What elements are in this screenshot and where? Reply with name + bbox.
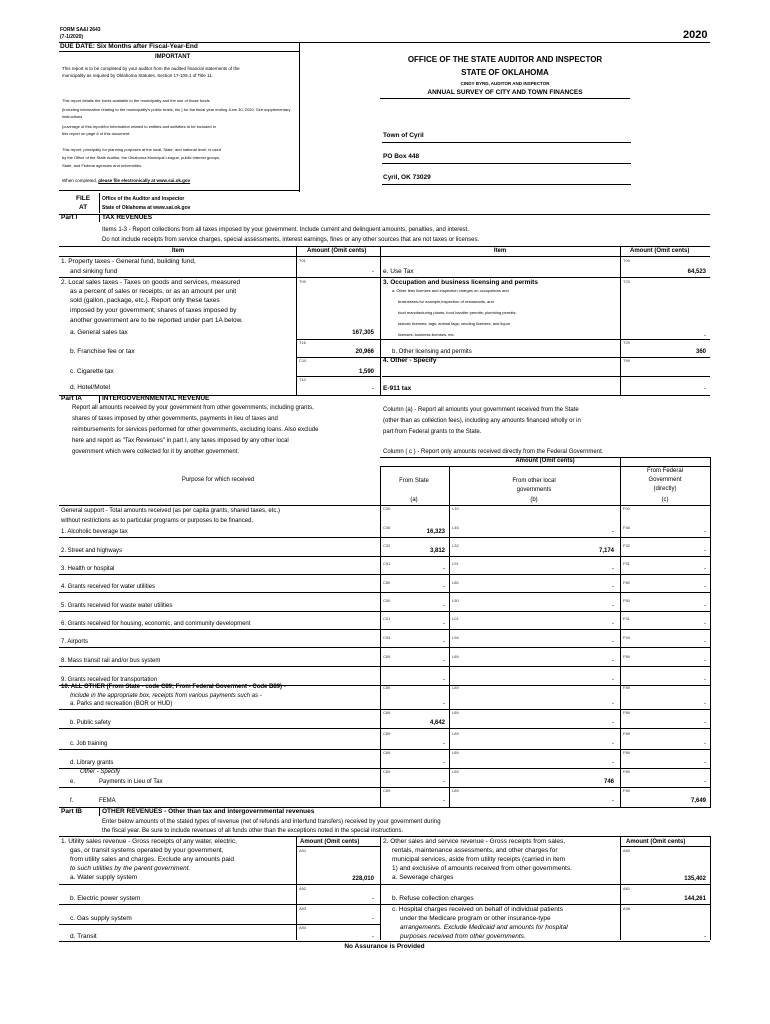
- instruction: Enter below amounts of the stated types of revenue (net of refunds and interfund transfers) received by your government during: [102, 819, 441, 825]
- amount-field[interactable]: -: [443, 603, 445, 609]
- line-code: L89: [452, 731, 459, 736]
- amount-field[interactable]: 3,812: [429, 548, 445, 554]
- line-item: b. Electric power system: [70, 895, 141, 902]
- line-item: d. Library grants: [70, 760, 114, 766]
- line-code: F89: [623, 685, 630, 690]
- auditor-name: CINDY BYRD, AUDITOR AND INSPECTOR: [460, 81, 550, 86]
- amount-field[interactable]: -: [612, 701, 614, 707]
- rule: [59, 904, 380, 905]
- survey-title: ANNUAL SURVEY OF CITY AND TOWN FINANCES: [427, 89, 583, 96]
- part-label: Part IB: [61, 808, 82, 815]
- column-header: Amount (Omit cents): [630, 248, 690, 254]
- rule: [59, 574, 710, 575]
- line-code: F89: [623, 750, 630, 755]
- amount-field[interactable]: 1,590: [358, 369, 374, 375]
- rule: [380, 466, 381, 808]
- column-header: Amount (Omit cents): [626, 839, 686, 845]
- column-header: From State: [399, 478, 429, 484]
- line-item: e. Use Tax: [383, 268, 414, 275]
- line-code: C30: [383, 506, 391, 511]
- rule: [99, 395, 100, 403]
- line-code: T29: [623, 340, 630, 345]
- line-code: T99: [623, 358, 630, 363]
- line-code: L89: [452, 788, 459, 793]
- rule: [620, 246, 621, 396]
- line-item: b. Franchise fee or tax: [70, 348, 135, 355]
- line-code: C89: [383, 788, 391, 793]
- file-label: FILE: [76, 195, 91, 202]
- line-code: T10: [299, 377, 306, 382]
- line-code: C94: [383, 635, 391, 640]
- line-item: food manufacturing plants; food handler permits; plumbing permits;: [398, 310, 517, 315]
- amount-field[interactable]: -: [704, 779, 706, 785]
- line-code: L80: [452, 580, 459, 585]
- line-item: 2. Local sales taxes - Taxes on goods and services, measured: [61, 279, 241, 286]
- at-label: AT: [79, 204, 88, 211]
- line-item: 1) and exclusive of amounts received from other governments.: [392, 865, 572, 872]
- line-item: 3. Occupation and business licensing and permits: [383, 279, 538, 286]
- important-heading: IMPORTANT: [155, 54, 191, 60]
- rule: [620, 376, 710, 377]
- column-letter: (c): [661, 497, 669, 503]
- rule: [59, 728, 710, 729]
- line-item: a. Water supply system: [70, 874, 138, 881]
- line-item: 2. Street and highways: [61, 548, 123, 554]
- line-code: L89: [452, 654, 459, 659]
- rule: [296, 246, 297, 396]
- line-item: rentals, maintenance assessments, and other charges for: [392, 847, 558, 854]
- line-code: A80: [623, 848, 631, 853]
- line-item: taxicab licenses; tags; animal tags; vending licenses, and liquor: [398, 321, 511, 326]
- line-item: to such utilities by the parent government.: [70, 865, 191, 872]
- state-title: STATE OF OKLAHOMA: [461, 68, 549, 77]
- line-item: another government are to be reported under part 1A below.: [70, 317, 243, 324]
- amount-field[interactable]: 144,261: [684, 896, 706, 902]
- amount-field[interactable]: -: [443, 741, 445, 747]
- line-item: 10. ALL OTHER (From State - code C89; From Federal Goverment - Code B89) -: [61, 684, 286, 690]
- line-code: F89: [623, 710, 630, 715]
- amount-field[interactable]: -: [704, 760, 706, 766]
- town-name: Town of Cyril: [383, 132, 424, 139]
- rule: [99, 214, 100, 222]
- amount-field[interactable]: -: [612, 677, 614, 683]
- column-letter: (b): [530, 497, 538, 503]
- amount-field[interactable]: 7,649: [690, 798, 706, 804]
- amount-field[interactable]: -: [443, 677, 445, 683]
- line-item: c. Job training: [70, 741, 108, 747]
- line-item: Include in the appropriate box, receipts from various payments such as -: [70, 693, 262, 699]
- line-code: T01: [299, 258, 306, 263]
- line-code: T09: [623, 258, 630, 263]
- line-item: as a percent of sales or receipts, or as an amount per unit: [70, 288, 237, 295]
- amount-field[interactable]: 746: [603, 779, 614, 785]
- line-code: L32: [452, 543, 459, 548]
- rule: [59, 537, 710, 538]
- amount-field[interactable]: -: [372, 896, 374, 902]
- instruction: reimbursements for services performed for other governments, excluding loans. Also exclude: [72, 427, 319, 433]
- amount-field[interactable]: -: [372, 386, 374, 392]
- amount-field[interactable]: -: [704, 566, 706, 572]
- line-code: T23: [623, 279, 630, 284]
- line-code: C89: [383, 750, 391, 755]
- line-code: F80: [623, 580, 630, 585]
- line-item: a. Sewerage charges: [392, 874, 454, 881]
- amount-field[interactable]: -: [612, 621, 614, 627]
- line-item: a. Parks and recreation (BOR or HUD): [70, 701, 173, 707]
- amount-field[interactable]: -: [612, 639, 614, 645]
- instruction: Items 1-3 - Report collections from all taxes imposed by your government. Include current and delinquent amounts, penalties, and interest.: [102, 227, 469, 233]
- rule: [380, 466, 710, 467]
- important-text: this report on page 6 of this document.: [62, 131, 131, 136]
- rule: [380, 904, 710, 905]
- instruction: Column (a) - Report all amounts your government received from the State: [383, 407, 579, 413]
- important-text: This report is to be completed by your auditor from the audited financial statements of the: [62, 66, 240, 71]
- rule: [296, 376, 380, 377]
- amount-field[interactable]: -: [443, 658, 445, 664]
- line-code: F89: [623, 654, 630, 659]
- amount-field[interactable]: -: [704, 386, 706, 392]
- line-item: E-911 tax: [383, 385, 412, 392]
- po-box: PO Box 448: [383, 153, 420, 160]
- line-item: Other - Specify: [80, 769, 121, 775]
- line-code: F00: [623, 506, 630, 511]
- line-code: L91: [452, 561, 459, 566]
- line-code: L89: [452, 710, 459, 715]
- amount-field[interactable]: -: [704, 639, 706, 645]
- rule: [620, 457, 621, 808]
- rule: [296, 357, 380, 358]
- general-support: General support - Total amounts received (as per capita grants, shared taxes, etc.): [61, 508, 280, 514]
- important-text: This report, principally for planning purposes at the local, State, and national level, is used: [62, 147, 221, 152]
- rule: [99, 193, 100, 213]
- amount-field[interactable]: -: [372, 916, 374, 922]
- section-title: INTERGOVERNMENTAL REVENUE: [102, 395, 210, 402]
- important-text: by the Office of the State Auditor, the Oklahoma Municipal League, public interest groups,: [62, 155, 221, 160]
- amount-field[interactable]: -: [443, 639, 445, 645]
- rule: [59, 836, 710, 837]
- amount-field[interactable]: -: [704, 603, 706, 609]
- due-date: DUE DATE: Six Months after Fiscal-Year-End: [60, 43, 198, 50]
- rule: [99, 807, 100, 816]
- instruction: Report all amounts received by your government from other governments, including grants,: [72, 405, 314, 411]
- assurance-note: No Assurance is Provided: [344, 943, 425, 950]
- section-title: OTHER REVENUES - Other than tax and intergovernmental revenues: [102, 808, 315, 815]
- line-item: gas, or transit systems operated by your government,: [70, 847, 224, 854]
- column-header: governments: [516, 487, 552, 493]
- line-item: under the Medicare program or other insurance-type: [400, 915, 551, 922]
- line-item: 1. Property taxes - General fund, building fund,: [61, 258, 196, 265]
- line-code: F94: [623, 635, 630, 640]
- important-text: (including information relating to the municipality's public trusts, etc.) for the fiscal year ending June 30, 2020. See supplementary instructions: [62, 107, 291, 119]
- instruction: government which were collected for it by another government.: [72, 449, 240, 455]
- amount-field[interactable]: 16,323: [426, 529, 445, 535]
- line-letter: f.: [70, 798, 74, 804]
- line-item: businesses-for example,inspection of restaurants, and: [398, 299, 494, 304]
- line-item: FEMA: [99, 798, 116, 804]
- amount-field[interactable]: -: [704, 621, 706, 627]
- amount-field[interactable]: -: [612, 566, 614, 572]
- line-code: C50: [383, 598, 391, 603]
- important-text: This report details the funds available to the municipality and the use of those funds: [62, 98, 210, 103]
- line-item: d. Transit: [70, 933, 97, 940]
- line-code: C89: [383, 731, 391, 736]
- line-item: imposed by your government; shares of taxes imposed by: [70, 307, 237, 314]
- address-line: [382, 184, 631, 185]
- line-code: A91: [299, 848, 307, 853]
- file-instruction: When completed, please file electronically at www.sai.ok.gov: [62, 178, 191, 183]
- amount-field[interactable]: -: [612, 658, 614, 664]
- rule: [59, 190, 299, 191]
- line-item: 5. Grants received for waste water utilities: [61, 603, 173, 609]
- line-item: arrangements. Exclude Medicaid and amounts for hospital: [400, 924, 568, 931]
- line-code: C10: [299, 358, 307, 363]
- column-header: Purpose for which received: [181, 477, 255, 483]
- address-line: [382, 142, 631, 143]
- rule: [59, 629, 710, 630]
- line-code: L10: [452, 506, 459, 511]
- line-code: L94: [452, 635, 459, 640]
- line-item: 8. Mass transit rail and/or bus system: [61, 658, 161, 664]
- line-code: C32: [383, 543, 391, 548]
- city-state-zip: Cyril, OK 73029: [383, 174, 431, 181]
- column-header: Government: [648, 477, 682, 483]
- amount-field[interactable]: -: [704, 548, 706, 554]
- amount-field[interactable]: -: [704, 934, 706, 940]
- file-address: State of Oklahoma at www.sai.ok.gov: [102, 205, 191, 211]
- rule: [382, 376, 620, 377]
- amount-field[interactable]: -: [443, 621, 445, 627]
- amount-field[interactable]: 167,305: [352, 330, 374, 336]
- rule: [59, 277, 710, 278]
- rule: [449, 466, 450, 808]
- line-code: C89: [383, 685, 391, 690]
- line-item: 7. Airports: [61, 639, 89, 645]
- amount-field[interactable]: -: [612, 720, 614, 726]
- rule: [59, 556, 710, 557]
- line-item: a. General sales tax: [70, 329, 128, 336]
- amount-field[interactable]: -: [612, 798, 614, 804]
- line-code: F32: [623, 543, 630, 548]
- amount-field[interactable]: -: [612, 741, 614, 747]
- instruction: (other than as collection fees), including any amounts financed wholly or in: [383, 418, 581, 424]
- amount-field[interactable]: -: [443, 584, 445, 590]
- amount-field[interactable]: -: [443, 566, 445, 572]
- rule: [59, 666, 710, 667]
- line-code: F89: [623, 731, 630, 736]
- rule: [59, 611, 710, 612]
- rule: [380, 884, 710, 885]
- line-code: C01: [383, 616, 391, 621]
- instruction: here and report as "Tax Revenues" in part I, any taxes imposed by any other local: [72, 438, 289, 444]
- amount-field[interactable]: 7,174: [598, 548, 614, 554]
- rule: [59, 51, 299, 52]
- rule: [59, 941, 710, 942]
- amount-field[interactable]: -: [612, 603, 614, 609]
- line-code: T09: [299, 279, 306, 284]
- line-code: C46: [383, 525, 391, 530]
- line-code: C89: [383, 654, 391, 659]
- line-item: c. Hospital charges received on behalf of individual patients: [392, 906, 563, 913]
- amount-field[interactable]: 228,010: [352, 876, 374, 882]
- line-item: 4. Other - Specify: [383, 357, 437, 364]
- line-code: A92: [299, 886, 307, 891]
- line-item: b. Other licensing and permits: [392, 349, 472, 355]
- line-code: C89: [383, 769, 391, 774]
- instruction: shares of taxes imposed by other governments, payments in lieu of taxes and: [72, 416, 278, 422]
- line-item: 1. Utility sales revenue - Gross receipts of any water, electric,: [61, 838, 237, 845]
- line-code: C80: [383, 580, 391, 585]
- line-code: L01: [452, 616, 459, 621]
- line-code: L46: [452, 525, 459, 530]
- amount-field[interactable]: -: [704, 677, 706, 683]
- amount-header: Amount (Omit cents): [515, 458, 575, 464]
- line-code: A94: [299, 925, 307, 930]
- amount-field[interactable]: -: [372, 934, 374, 940]
- amount-field[interactable]: -: [704, 584, 706, 590]
- rule: [620, 836, 621, 940]
- line-code: F46: [623, 525, 630, 530]
- line-item: licenses; business licenses, etc.: [398, 332, 455, 337]
- rule: [59, 592, 710, 593]
- amount-field[interactable]: -: [704, 333, 706, 339]
- amount-field[interactable]: -: [612, 529, 614, 535]
- general-support: without restrictions as to particular programs or purposes to be financed.: [61, 518, 254, 524]
- line-item: b. Public safety: [70, 720, 111, 726]
- amount-field[interactable]: -: [704, 720, 706, 726]
- line-item: a. Other fees licenses and inspection charges on occupations and: [392, 288, 509, 293]
- rule: [296, 846, 380, 847]
- line-code: L89: [452, 685, 459, 690]
- column-header: (directly): [653, 486, 677, 492]
- rule: [59, 924, 380, 925]
- line-item: c. Gas supply system: [70, 915, 132, 922]
- rule: [380, 246, 381, 396]
- line-code: L89: [452, 769, 459, 774]
- line-code: F89: [623, 788, 630, 793]
- rule: [710, 836, 711, 940]
- amount-field[interactable]: -: [443, 779, 445, 785]
- line-code: L89: [452, 750, 459, 755]
- column-header: Amount (Omit cents): [307, 248, 367, 254]
- rule: [380, 98, 630, 99]
- line-item: 1. Alcoholic beverage tax: [61, 529, 128, 535]
- rule: [59, 256, 710, 257]
- address-line: [382, 163, 631, 164]
- line-code: F01: [623, 616, 630, 621]
- line-item: 3. Health or hospital: [61, 566, 115, 572]
- header-divider: [299, 42, 300, 192]
- rule: [59, 884, 380, 885]
- column-header: From other local: [512, 478, 556, 484]
- line-item: 2. Other sales and service revenue - Gross receipts from sales,: [383, 838, 566, 845]
- line-item: c. Cigarette tax: [70, 368, 114, 375]
- line-item: sold (gallon, package, etc.). Report only these taxes: [70, 297, 220, 304]
- instruction: part from Federal grants to the State.: [383, 429, 482, 435]
- rule: [59, 214, 710, 215]
- line-item: 6. Grants received for housing, economic, and community development: [61, 621, 251, 627]
- line-item: 9. Grants received for transportation: [61, 677, 158, 683]
- line-code: F91: [623, 561, 630, 566]
- rule: [620, 846, 710, 847]
- line-code: A93: [299, 906, 307, 911]
- instruction: Column ( c ) - Report only amounts received directly from the Federal Government.: [383, 449, 604, 455]
- line-item: municipal services, aside from utility receipts (carried in item: [392, 856, 566, 863]
- line-code: T16: [299, 340, 306, 345]
- form-revision: (7-1/2020): [60, 34, 84, 40]
- amount-field[interactable]: 64,523: [687, 269, 706, 275]
- line-code: L50: [452, 598, 459, 603]
- rule: [710, 457, 711, 808]
- amount-field[interactable]: 4,642: [429, 720, 445, 726]
- instruction: the fiscal year. Be sure to include revenues of all funds other than the exceptions noted in the special instructions.: [102, 828, 404, 834]
- instruction: Do not include receipts from service charges, special assessments, interest earnings, fines or any other sources that are not taxes or licenses.: [102, 237, 480, 243]
- amount-field[interactable]: -: [704, 529, 706, 535]
- rule: [59, 246, 710, 247]
- form-number: FORM SA&I 2643: [60, 27, 101, 33]
- line-item: purposes received from other governments.: [400, 933, 526, 940]
- amount-field[interactable]: -: [612, 760, 614, 766]
- line-item: b. Refuse collection charges: [392, 895, 474, 902]
- part-label: Part I: [61, 214, 78, 221]
- rule: [380, 339, 710, 340]
- amount-field[interactable]: 135,402: [684, 876, 706, 882]
- important-text: (coverage of this report/for information related to entities and activities to be included in: [62, 124, 216, 129]
- line-code: F89: [623, 769, 630, 774]
- column-header: Item: [171, 248, 185, 254]
- amount-field[interactable]: 20,966: [355, 349, 374, 355]
- line-code: C89: [383, 710, 391, 715]
- line-letter: e.: [70, 779, 76, 785]
- line-code: A36: [623, 906, 631, 911]
- line-item: Payments in Lieu of Tax: [99, 779, 163, 785]
- section-title: TAX REVENUES: [102, 214, 153, 221]
- amount-field[interactable]: -: [612, 584, 614, 590]
- important-text: State, and Federal agencies and universities.: [62, 163, 143, 168]
- column-letter: (a): [410, 497, 418, 503]
- rule: [380, 836, 381, 940]
- rule: [59, 647, 710, 648]
- line-item: from utility sales and charges. Exclude any amounts paid: [70, 856, 235, 863]
- column-header: Item: [493, 248, 507, 254]
- amount-field[interactable]: -: [372, 269, 374, 275]
- amount-field[interactable]: -: [443, 701, 445, 707]
- line-code: A81: [623, 886, 631, 891]
- part-label: Part IA: [61, 395, 82, 402]
- line-code: F50: [623, 598, 630, 603]
- line-code: C91: [383, 561, 391, 566]
- amount-field[interactable]: 360: [695, 349, 706, 355]
- line-item: 4. Grants received for water utilities: [61, 584, 156, 590]
- amount-field[interactable]: -: [443, 798, 445, 804]
- report-year: 2020: [683, 29, 708, 41]
- column-header: From Federal: [646, 468, 683, 474]
- rule: [296, 339, 380, 340]
- line-item: and sinking fund: [70, 268, 118, 275]
- amount-field[interactable]: -: [704, 701, 706, 707]
- line-item: d. Hotel/Motel: [70, 384, 111, 391]
- amount-field[interactable]: -: [704, 658, 706, 664]
- amount-field[interactable]: -: [704, 741, 706, 747]
- file-address: Office of the Auditor and Inspector: [102, 196, 185, 202]
- column-header: Amount (Omit cents): [300, 839, 360, 845]
- office-title: OFFICE OF THE STATE AUDITOR AND INSPECTOR: [407, 55, 603, 64]
- amount-field[interactable]: -: [443, 760, 445, 766]
- important-text: municipality as required by Oklahoma Statutes, Section 17-109.1 of Title 11.: [62, 73, 213, 78]
